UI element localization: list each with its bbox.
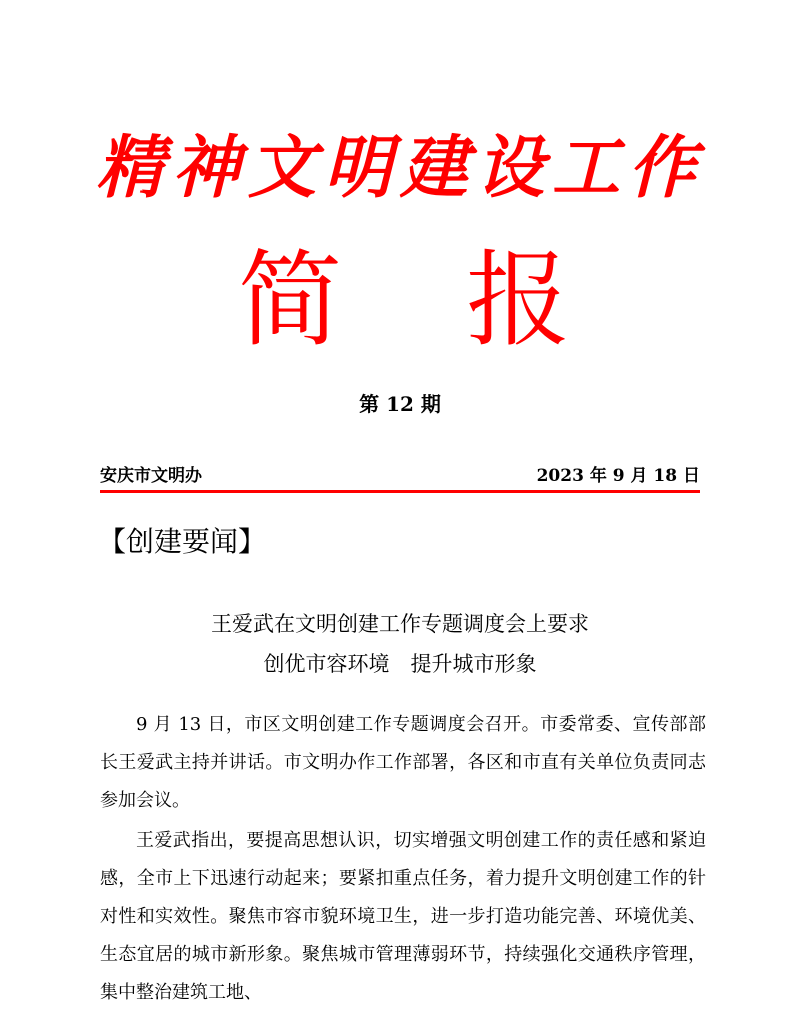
issuer-row	[100, 462, 700, 490]
article-paragraph-2: 王爱武指出，要提高思想认识，切实增强文明创建工作的责任感和紧迫感，全市上下迅速行动起来；要紧扣重点任务，着力提升文明创建工作的针对性和实效性。聚焦市容市貌环境卫生，进一步打造功能完善、环境优美、生态宜居的城市新形象。聚焦城市管理薄弱环节，持续强化交通秩序管理，集中整治建筑工地、	[100, 830, 706, 1003]
red-divider-rule	[100, 490, 700, 493]
article-headline-line-2: 创优市容环境 提升城市形象	[263, 652, 537, 676]
article-headline	[0, 604, 800, 684]
masthead-subtitle-right: 报	[466, 239, 571, 361]
masthead-subtitle	[0, 240, 800, 360]
section-label: 【创建要闻】	[98, 525, 267, 558]
issuer-organization: 安庆市文明办	[100, 466, 202, 486]
article-headline-line-1: 王爱武在文明创建工作专题调度会上要求	[211, 612, 589, 636]
article-paragraph-1: 9 月 13 日，市区文明创建工作专题调度会召开。市委常委、宣传部部长王爱武主持并讲话。市文明办作工作部署，各区和市直有关单位负责同志参加会议。	[100, 714, 706, 811]
masthead-subtitle-left: 简	[238, 239, 343, 361]
masthead-title: 精神文明建设工作	[95, 128, 704, 208]
article-body	[100, 706, 706, 1014]
issue-number: 第 12 期	[359, 392, 441, 416]
issue-date: 2023 年 9 月 18 日	[536, 466, 700, 486]
